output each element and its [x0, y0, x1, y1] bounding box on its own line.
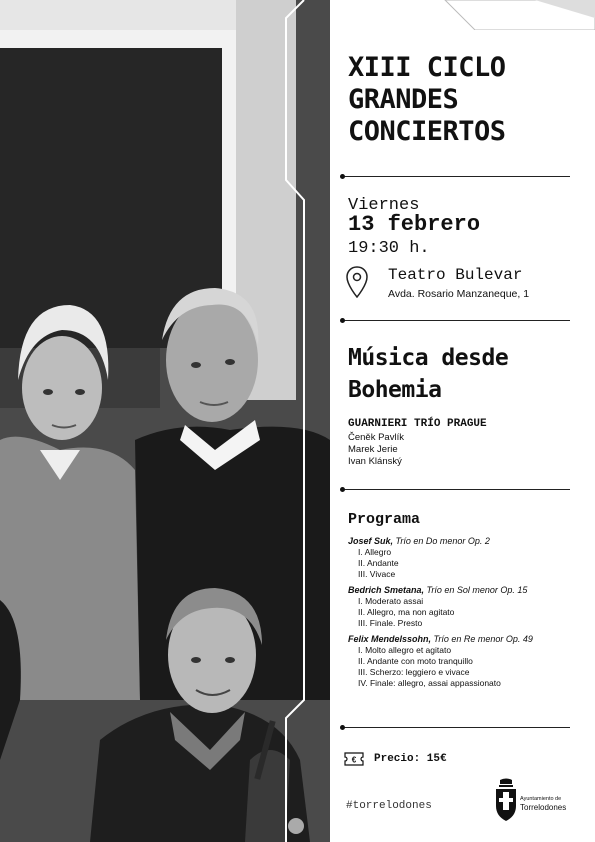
concert-title-line: Bohemia	[348, 377, 442, 403]
event-time: 19:30 h.	[348, 239, 430, 258]
composer-name: Josef Suk,	[348, 536, 394, 546]
program-work	[348, 634, 576, 689]
event-day: Viernes	[348, 196, 420, 215]
divider	[342, 489, 570, 490]
member-name: Čeněk Pavlík	[348, 432, 404, 443]
info-column	[342, 0, 572, 842]
piece-title: Trío en Do menor Op. 2	[393, 536, 490, 546]
movement: I. Molto allegro et agitato	[358, 645, 452, 655]
organizer-line1: Ayuntamiento de	[520, 796, 562, 802]
divider	[342, 727, 570, 728]
movement: III. Scherzo: leggiero e vivace	[358, 667, 470, 677]
series-title-line: CONCIERTOS	[348, 116, 506, 147]
divider	[342, 320, 570, 321]
concert-title-line: Música desde	[348, 345, 509, 371]
organizer-line2: Torrelodones	[520, 803, 567, 812]
ensemble-name: GUARNIERI TRÍO PRAGUE	[348, 418, 487, 430]
member-name: Ivan Klánský	[348, 456, 402, 467]
venue-address: Avda. Rosario Manzaneque, 1	[388, 288, 530, 300]
map-pin-icon	[346, 266, 368, 298]
price-label: Precio: 15€	[374, 753, 447, 765]
program-heading: Programa	[348, 511, 421, 528]
series-title-line: XIII CICLO	[348, 52, 506, 83]
composer-name: Bedrich Smetana,	[348, 585, 425, 595]
movement: IV. Finale: allegro, assai appassionato	[358, 678, 501, 688]
program-work	[348, 536, 576, 580]
divider	[342, 176, 570, 177]
ensemble-members	[348, 432, 404, 468]
hashtag: #torrelodones	[346, 800, 432, 812]
member-name: Marek Jerie	[348, 444, 398, 455]
ticket-icon	[344, 752, 364, 766]
venue-name: Teatro Bulevar	[388, 266, 523, 284]
movement: III. Vivace	[358, 569, 396, 579]
movement: I. Moderato assai	[358, 596, 424, 606]
composer-name: Felix Mendelssohn,	[348, 634, 432, 644]
series-title	[348, 52, 568, 148]
piece-title: Trío en Sol menor Op. 15	[424, 585, 528, 595]
program-work	[348, 585, 576, 629]
series-title-line: GRANDES	[348, 84, 459, 115]
movement: II. Allegro, ma non agitato	[358, 607, 455, 617]
ticket-symbol: €	[351, 755, 357, 765]
crest-icon	[494, 778, 518, 822]
movement: II. Andante con moto tranquillo	[358, 656, 473, 666]
event-date: 13 febrero	[348, 212, 481, 237]
piece-title: Trío en Re menor Op. 49	[431, 634, 533, 644]
price-row	[344, 752, 447, 766]
program-list	[348, 536, 576, 694]
movement: II. Andante	[358, 558, 399, 568]
movement: III. Finale. Presto	[358, 618, 423, 628]
movement: I. Allegro	[358, 547, 392, 557]
organizer	[520, 796, 566, 812]
concert-title	[348, 342, 576, 406]
